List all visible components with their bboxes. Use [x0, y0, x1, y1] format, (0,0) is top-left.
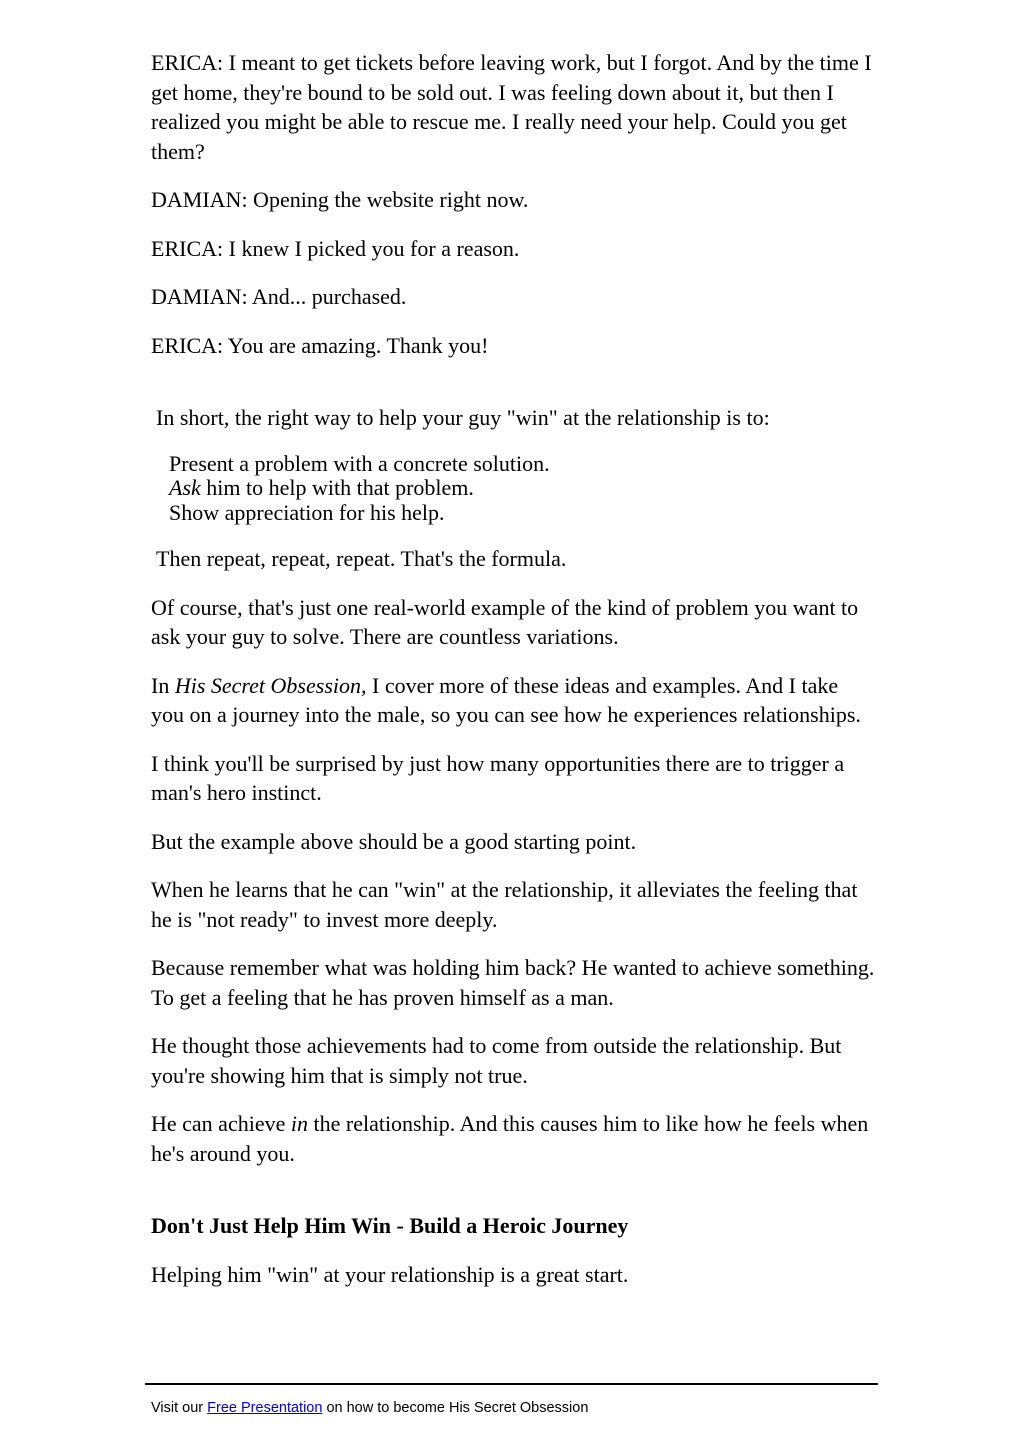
formula-list — [151, 452, 876, 526]
book-title: His Secret Obsession, — [174, 672, 367, 698]
dialogue-line-damian-1: DAMIAN: Opening the website right now. — [151, 187, 529, 212]
summary-intro: In short, the right way to help your guy "win" at the relationship is to: — [156, 405, 770, 430]
footer-divider — [145, 1383, 878, 1385]
dialogue-line-erica-1: ERICA: I meant to get tickets before leaving work, but I forgot. And by the time I get home, they're bound to be sold out. I was feeling down about it, but then I realized you might be able to rescue me. I really need your help. Could you get them? — [151, 50, 872, 164]
in-emphasis: in — [290, 1111, 308, 1136]
footer — [151, 1399, 588, 1417]
paragraph-win-relationship: When he learns that he can "win" at the relationship, it alleviates the feeling that he is "not ready" to invest more deeply. — [151, 877, 858, 932]
ask-emphasis: Ask — [169, 475, 201, 500]
formula-item-present: Present a problem with a concrete solution. — [169, 450, 550, 476]
closing-paragraph: Helping him "win" at your relationship is a great start. — [151, 1261, 629, 1287]
document-page — [151, 48, 876, 1289]
paragraph-opportunities: I think you'll be surprised by just how many opportunities there are to trigger a man's hero instinct. — [151, 750, 845, 805]
footer-suffix: on how to become His Secret Obsession — [322, 1400, 589, 1416]
section-heading: Don't Just Help Him Win - Build a Heroic Journey — [151, 1213, 629, 1238]
p2-rest: I cover more of these ideas and examples. And I take you on a journey into the male, so you can see how he experiences relationships. — [151, 672, 861, 727]
p2-start: In — [151, 672, 175, 698]
formula-item-ask-rest: him to help with that problem. — [200, 475, 474, 500]
paragraph-book-reference — [151, 671, 876, 730]
formula-item-appreciate: Show appreciation for his help. — [169, 499, 445, 525]
free-presentation-link[interactable]: Free Presentation — [207, 1400, 323, 1416]
formula-item-ask — [169, 476, 876, 501]
dialogue-line-damian-2: DAMIAN: And... purchased. — [151, 284, 407, 309]
footer-prefix: Visit our — [151, 1400, 208, 1416]
paragraph-achieve-in — [151, 1109, 876, 1168]
paragraph-countless-variations: Of course, that's just one real-world example of the kind of problem you want to ask your guy to solve. There are countless variations. — [151, 594, 859, 649]
repeat-line: Then repeat, repeat, repeat. That's the formula. — [156, 546, 567, 571]
p8-start: He can achieve — [151, 1111, 291, 1136]
dialogue-line-erica-2: ERICA: I knew I picked you for a reason. — [151, 235, 520, 261]
paragraph-achievements: He thought those achievements had to come from outside the relationship. But you're showing him that is simply not true. — [151, 1033, 842, 1088]
dialogue-line-erica-3: ERICA: You are amazing. Thank you! — [151, 332, 489, 358]
paragraph-holding-back: Because remember what was holding him back? He wanted to achieve something. To get a feeling that he has proven himself as a man. — [151, 955, 875, 1010]
p8-rest: the relationship. And this causes him to like how he feels when he's around you. — [151, 1111, 869, 1166]
paragraph-starting-point: But the example above should be a good starting point. — [151, 828, 637, 854]
